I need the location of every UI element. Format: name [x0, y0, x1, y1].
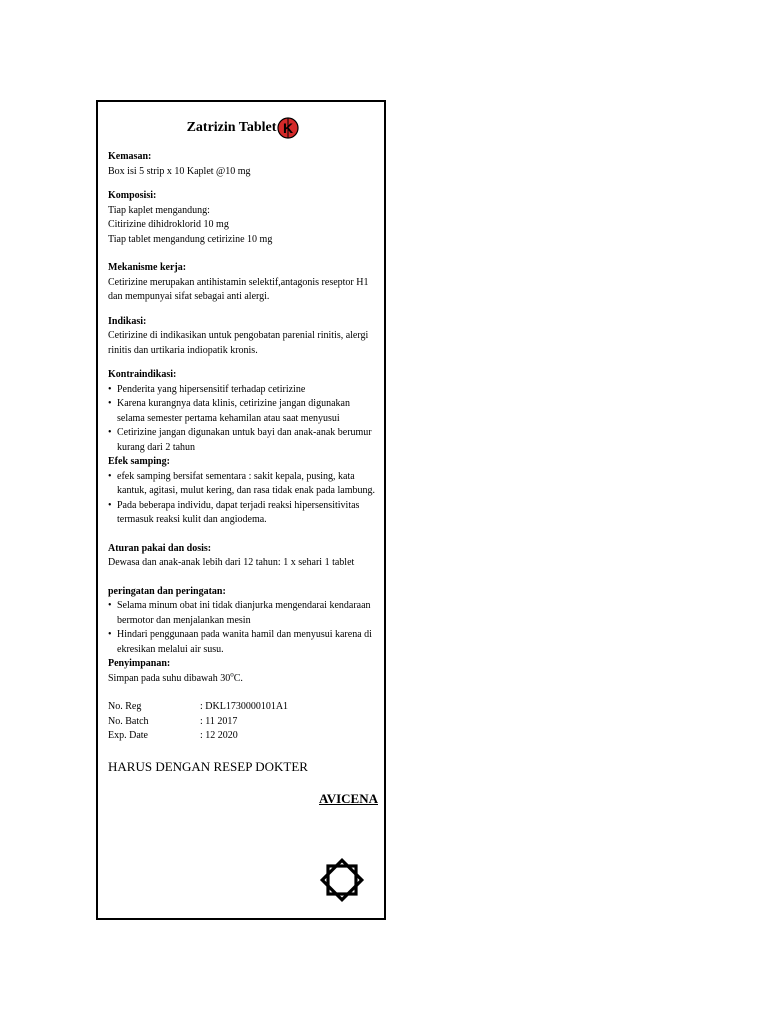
heading-kontraindikasi: Kontraindikasi: [108, 369, 177, 380]
product-title: Zatrizin Tablet [186, 120, 277, 135]
section-komposisi [108, 189, 378, 247]
list-item: • Karena kurangnya data klinis, cetirizine jangan digunakan selama semester pertama kehamilan atau saat menyusui [108, 397, 378, 426]
kemasan-line: Box isi 5 strip x 10 Kaplet @10 mg [108, 165, 251, 177]
kontraindikasi-list [108, 383, 378, 456]
heading-komposisi: Komposisi: [108, 190, 157, 201]
section-aturan-pakai [108, 542, 378, 571]
list-item: • Pada beberapa individu, dapat terjadi reaksi hipersensitivitas termasuk reaksi kulit dan angiodema. [108, 499, 378, 528]
section-mekanisme [108, 261, 378, 305]
prescription-notice: HARUS DENGAN RESEP DOKTER [108, 758, 308, 774]
brand-name: AVICENA [319, 790, 378, 806]
registration-row [108, 715, 378, 730]
heading-penyimpanan: Penyimpanan: [108, 658, 171, 669]
komposisi-line: Citirizine dihidroklorid 10 mg [108, 219, 229, 230]
section-kemasan [108, 150, 378, 179]
heading-aturan-pakai: Aturan pakai dan dosis: [108, 542, 212, 554]
k-badge-letter: K [283, 120, 294, 136]
product-label-card [96, 100, 386, 920]
heading-indikasi: Indikasi: [108, 315, 147, 327]
section-peringatan [108, 585, 378, 658]
reg-value: : DKL1730000101A1 [200, 701, 289, 712]
efek-samping-list [108, 470, 378, 528]
section-penyimpanan [108, 657, 378, 686]
label-content [108, 116, 378, 806]
registration-block [108, 700, 378, 744]
section-kontraindikasi [108, 368, 378, 455]
section-efek-samping [108, 455, 378, 528]
penyimpanan-text-after: C. [233, 672, 243, 684]
reg-label: Exp. Date [108, 730, 148, 741]
registration-row [108, 700, 378, 715]
heading-peringatan: peringatan dan peringatan: [108, 585, 226, 597]
aturan-text: Dewasa dan anak-anak lebih dari 12 tahun: 1 x sehari 1 tablet [108, 557, 355, 568]
reg-label: No. Reg [108, 701, 142, 712]
list-item: • efek samping bersifat sementara : sakit kepala, pusing, kata kantuk, agitasi, mulut kering, dan rasa tidak enak pada lambung. [108, 470, 378, 499]
reg-value: : 11 2017 [200, 715, 238, 727]
heading-mekanisme: Mekanisme kerja: [108, 262, 187, 273]
penyimpanan-text-before: Simpan pada suhu dibawah 30 [108, 672, 231, 684]
heading-efek-samping: Efek samping: [108, 456, 170, 467]
reg-value: : 12 2020 [200, 730, 238, 741]
komposisi-line: Tiap tablet mengandung cetirizine 10 mg [108, 233, 273, 245]
indikasi-text: Cetirizine di indikasikan untuk pengobatan parenial rinitis, alergi rinitis dan urtikaria indiopatik kronis. [108, 330, 369, 356]
list-item: • Penderita yang hipersensitif terhadap cetirizine [108, 383, 378, 398]
list-item: • Hindari penggunaan pada wanita hamil dan menyusui karena di ekresikan melalui air susu. [108, 628, 378, 657]
list-item: • Cetirizine jangan digunakan untuk bayi dan anak-anak berumur kurang dari 2 tahun [108, 426, 378, 455]
komposisi-line: Tiap kaplet mengandung: [108, 204, 210, 216]
octagram-star-icon [316, 854, 368, 906]
penyimpanan-text [108, 672, 378, 687]
k-badge-icon [277, 117, 299, 139]
title-row [108, 116, 378, 140]
heading-kemasan: Kemasan: [108, 151, 152, 162]
list-item: • Selama minum obat ini tidak dianjurka mengendarai kendaraan bermotor dan menjalankan mesin [108, 599, 378, 628]
reg-label: No. Batch [108, 715, 149, 727]
degree-superscript: o [230, 670, 234, 679]
peringatan-list [108, 599, 378, 657]
mekanisme-text: Cetirizine merupakan antihistamin selektif,antagonis reseptor H1 dan mempunyai sifat sebagai anti alergi. [108, 276, 369, 302]
section-indikasi [108, 315, 378, 359]
registration-row [108, 729, 378, 744]
